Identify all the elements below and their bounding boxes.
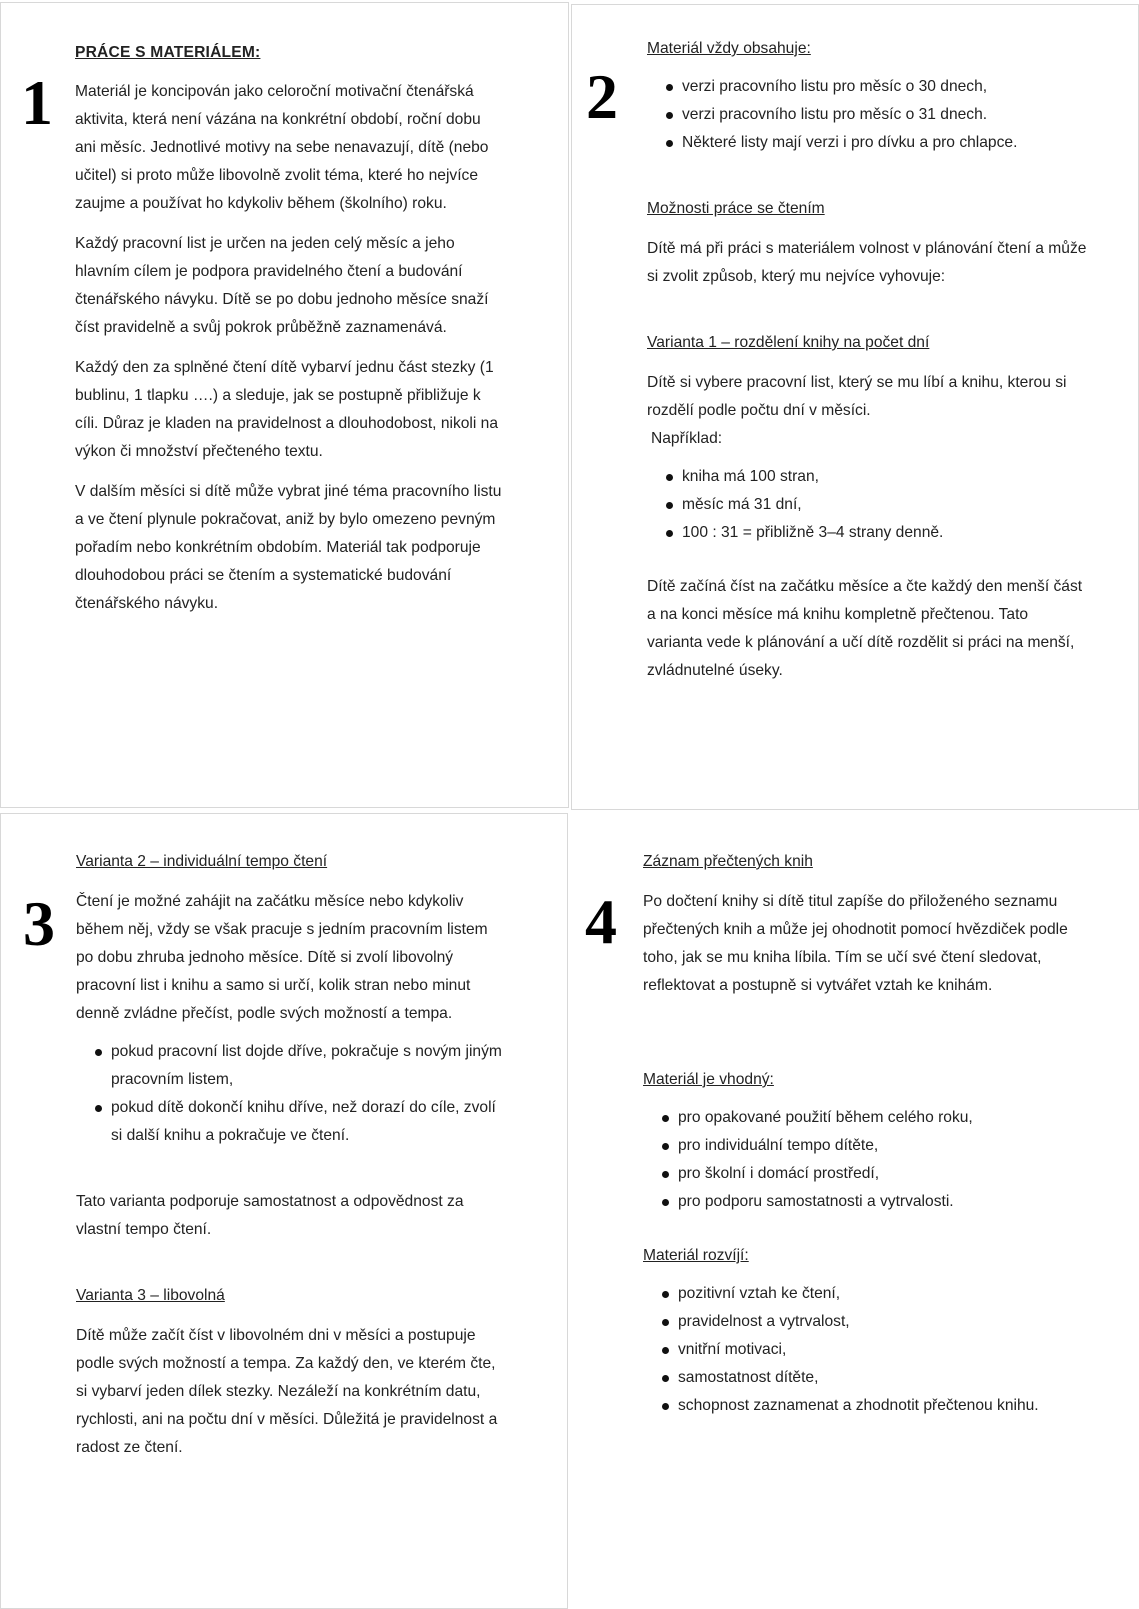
list-item-text: pro školní i domácí prostředí, [678,1165,880,1182]
list-item-text: pokud pracovní list dojde dříve, pokračuje s novým jiným pracovním listem, [111,1043,502,1088]
list-item [643,1132,1083,1160]
list-item [643,1188,1083,1216]
bullet-icon [662,1291,669,1298]
page-1 [0,2,569,808]
bullet-list [647,73,1087,157]
bullet-list [643,1280,1083,1420]
page-content [643,848,1083,1420]
list-item-text: pokud dítě dokončí knihu dříve, než dorazí do cíle, zvolí si další knihu a pokračuje ve čtení. [111,1099,496,1144]
paragraph: Po dočtení knihy si dítě titul zapíše do přiloženého seznamu přečtených knih a může jej ohodnotit pomocí hvězdiček podle toho, jak se mu kniha líbila. Tím se učí své čtení sledovat, reflektovat a postupně si vytvářet vztah ke knihám. [643,893,1068,994]
list-item-text: vnitřní motivaci, [678,1341,787,1358]
bullet-icon [666,530,673,537]
bullet-icon [662,1143,669,1150]
section-heading: Varianta 1 – rozdělení knihy na počet dní [647,334,930,351]
list-item-text: pozitivní vztah ke čtení, [678,1285,841,1302]
list-item-text: pro opakované použití během celého roku, [678,1109,973,1126]
list-item [643,1104,1083,1132]
list-item [643,1336,1083,1364]
list-item [643,1280,1083,1308]
bullet-icon [662,1403,669,1410]
list-item [647,101,1087,129]
bullet-icon [666,474,673,481]
page-content [647,35,1087,685]
paragraph: Každý pracovní list je určen na jeden celý měsíc a jeho hlavním cílem je podpora pravidelného čtení a budování čtenářského návyku. Dítě se po dobu jednoho měsíce snaží číst pravidelně a svůj pokrok průběžně zaznamenává. [75,235,489,336]
section-heading: PRÁCE S MATERIÁLEM: [75,44,261,61]
list-item [647,463,1087,491]
list-item-text: schopnost zaznamenat a zhodnotit přečtenou knihu. [678,1397,1039,1414]
bullet-icon [666,140,673,147]
list-item [76,1038,506,1094]
list-item [647,129,1087,157]
paragraph: Materiál je koncipován jako celoroční motivační čtenářská aktivita, která není vázána na konkrétní období, roční dobu ani měsíc. Jednotlivé motivy na sebe nenavazují, dítě (nebo učitel) si proto může libovolně zvolit téma, které ho nejvíce zaujme a používat ho kdykoliv během (školního) roku. [75,83,489,212]
example-label: Například: [651,430,723,447]
bullet-icon [666,112,673,119]
paragraph: Čtení je možné zahájit na začátku měsíce nebo kdykoliv během něj, vždy se však pracuje s jedním pracovním listem po dobu zhruba jednoho měsíce. Dítě si zvolí libovolný pracovní list i knihu a samo si určí, kolik stran nebo minut denně zvládne přečíst, podle svých možností a tempa. [76,893,488,1022]
paragraph: Každý den za splněné čtení dítě vybarví jednu část stezky (1 bublinu, 1 tlapku ….) a sleduje, jak se postupně přibližuje k cíli. Důraz je kladen na pravidelnost a dlouhodobost, nikoli na výkon či množství přečteného textu. [75,359,499,460]
list-item [647,491,1087,519]
section-heading: Materiál vždy obsahuje: [647,40,811,57]
section-heading: Možnosti práce se čtením [647,200,825,217]
section-heading: Materiál rozvíjí: [643,1247,749,1264]
bullet-icon [662,1115,669,1122]
list-item-text: měsíc má 31 dní, [682,496,802,513]
list-item [643,1308,1083,1336]
list-item [647,519,1087,547]
list-item [647,73,1087,101]
bullet-icon [662,1199,669,1206]
section-heading: Materiál je vhodný: [643,1071,774,1088]
list-item-text: Některé listy mají verzi i pro dívku a pro chlapce. [682,134,1018,151]
list-item-text: pro podporu samostatnosti a vytrvalosti. [678,1193,954,1210]
bullet-icon [662,1375,669,1382]
list-item-text: 100 : 31 = přibližně 3–4 strany denně. [682,524,944,541]
list-item-text: pro individuální tempo dítěte, [678,1137,879,1154]
bullet-list [76,1038,506,1150]
paragraph: Dítě začíná číst na začátku měsíce a čte každý den menší část a na konci měsíce má knihu kompletně přečtenou. Tato varianta vede k plánování a učí dítě rozdělit si práci na menší, zvládnutelné úseky. [647,578,1083,679]
bullet-icon [666,502,673,509]
paragraph: V dalším měsíci si dítě může vybrat jiné téma pracovního listu a ve čtení plynule pokračovat, aniž by bylo omezeno pevným pořadím nebo konkrétním obdobím. Materiál tak podporuje dlouhodobou práci se čtením a systematické budování čtenářského návyku. [75,483,502,612]
list-item [643,1160,1083,1188]
list-item-text: pravidelnost a vytrvalost, [678,1313,850,1330]
page-number: 3 [23,888,55,959]
paragraph: Dítě si vybere pracovní list, který se mu líbí a knihu, kterou si rozdělí podle počtu dní v měsíci. [647,374,1067,419]
paragraph: Tato varianta podporuje samostatnost a odpovědnost za vlastní tempo čtení. [76,1193,464,1238]
bullet-list [647,463,1087,547]
list-item [643,1364,1083,1392]
section-heading: Varianta 3 – libovolná [76,1287,225,1304]
bullet-icon [95,1105,102,1112]
paragraph: Dítě má při práci s materiálem volnost v plánování čtení a může si zvolit způsob, který mu nejvíce vyhovuje: [647,240,1087,285]
page-3 [0,813,568,1609]
page-number: 4 [585,886,617,957]
page-content [76,848,506,1462]
bullet-icon [666,84,673,91]
list-item-text: verzi pracovního listu pro měsíc o 30 dnech, [682,78,988,95]
bullet-icon [662,1347,669,1354]
bullet-list [643,1104,1083,1216]
paragraph: Dítě může začít číst v libovolném dni v měsíci a postupuje podle svých možností a tempa. Za každý den, ve kterém čte, si vybarví jeden dílek stezky. Nezáleží na konkrétním datu, rychlosti, ani na počtu dní v měsíci. Důležitá je pravidelnost a radost ze čtení. [76,1327,498,1456]
page-number: 2 [586,61,618,132]
section-heading: Záznam přečtených knih [643,853,813,870]
page-number: 1 [21,67,53,138]
list-item-text: samostatnost dítěte, [678,1369,819,1386]
list-item [76,1094,506,1150]
bullet-icon [662,1319,669,1326]
list-item [643,1392,1083,1420]
page-2 [571,4,1139,810]
page-4 [571,813,1139,1609]
section-heading: Varianta 2 – individuální tempo čtení [76,853,328,870]
page-content [75,39,505,618]
bullet-icon [95,1049,102,1056]
list-item-text: verzi pracovního listu pro měsíc o 31 dnech. [682,106,988,123]
bullet-icon [662,1171,669,1178]
list-item-text: kniha má 100 stran, [682,468,819,485]
